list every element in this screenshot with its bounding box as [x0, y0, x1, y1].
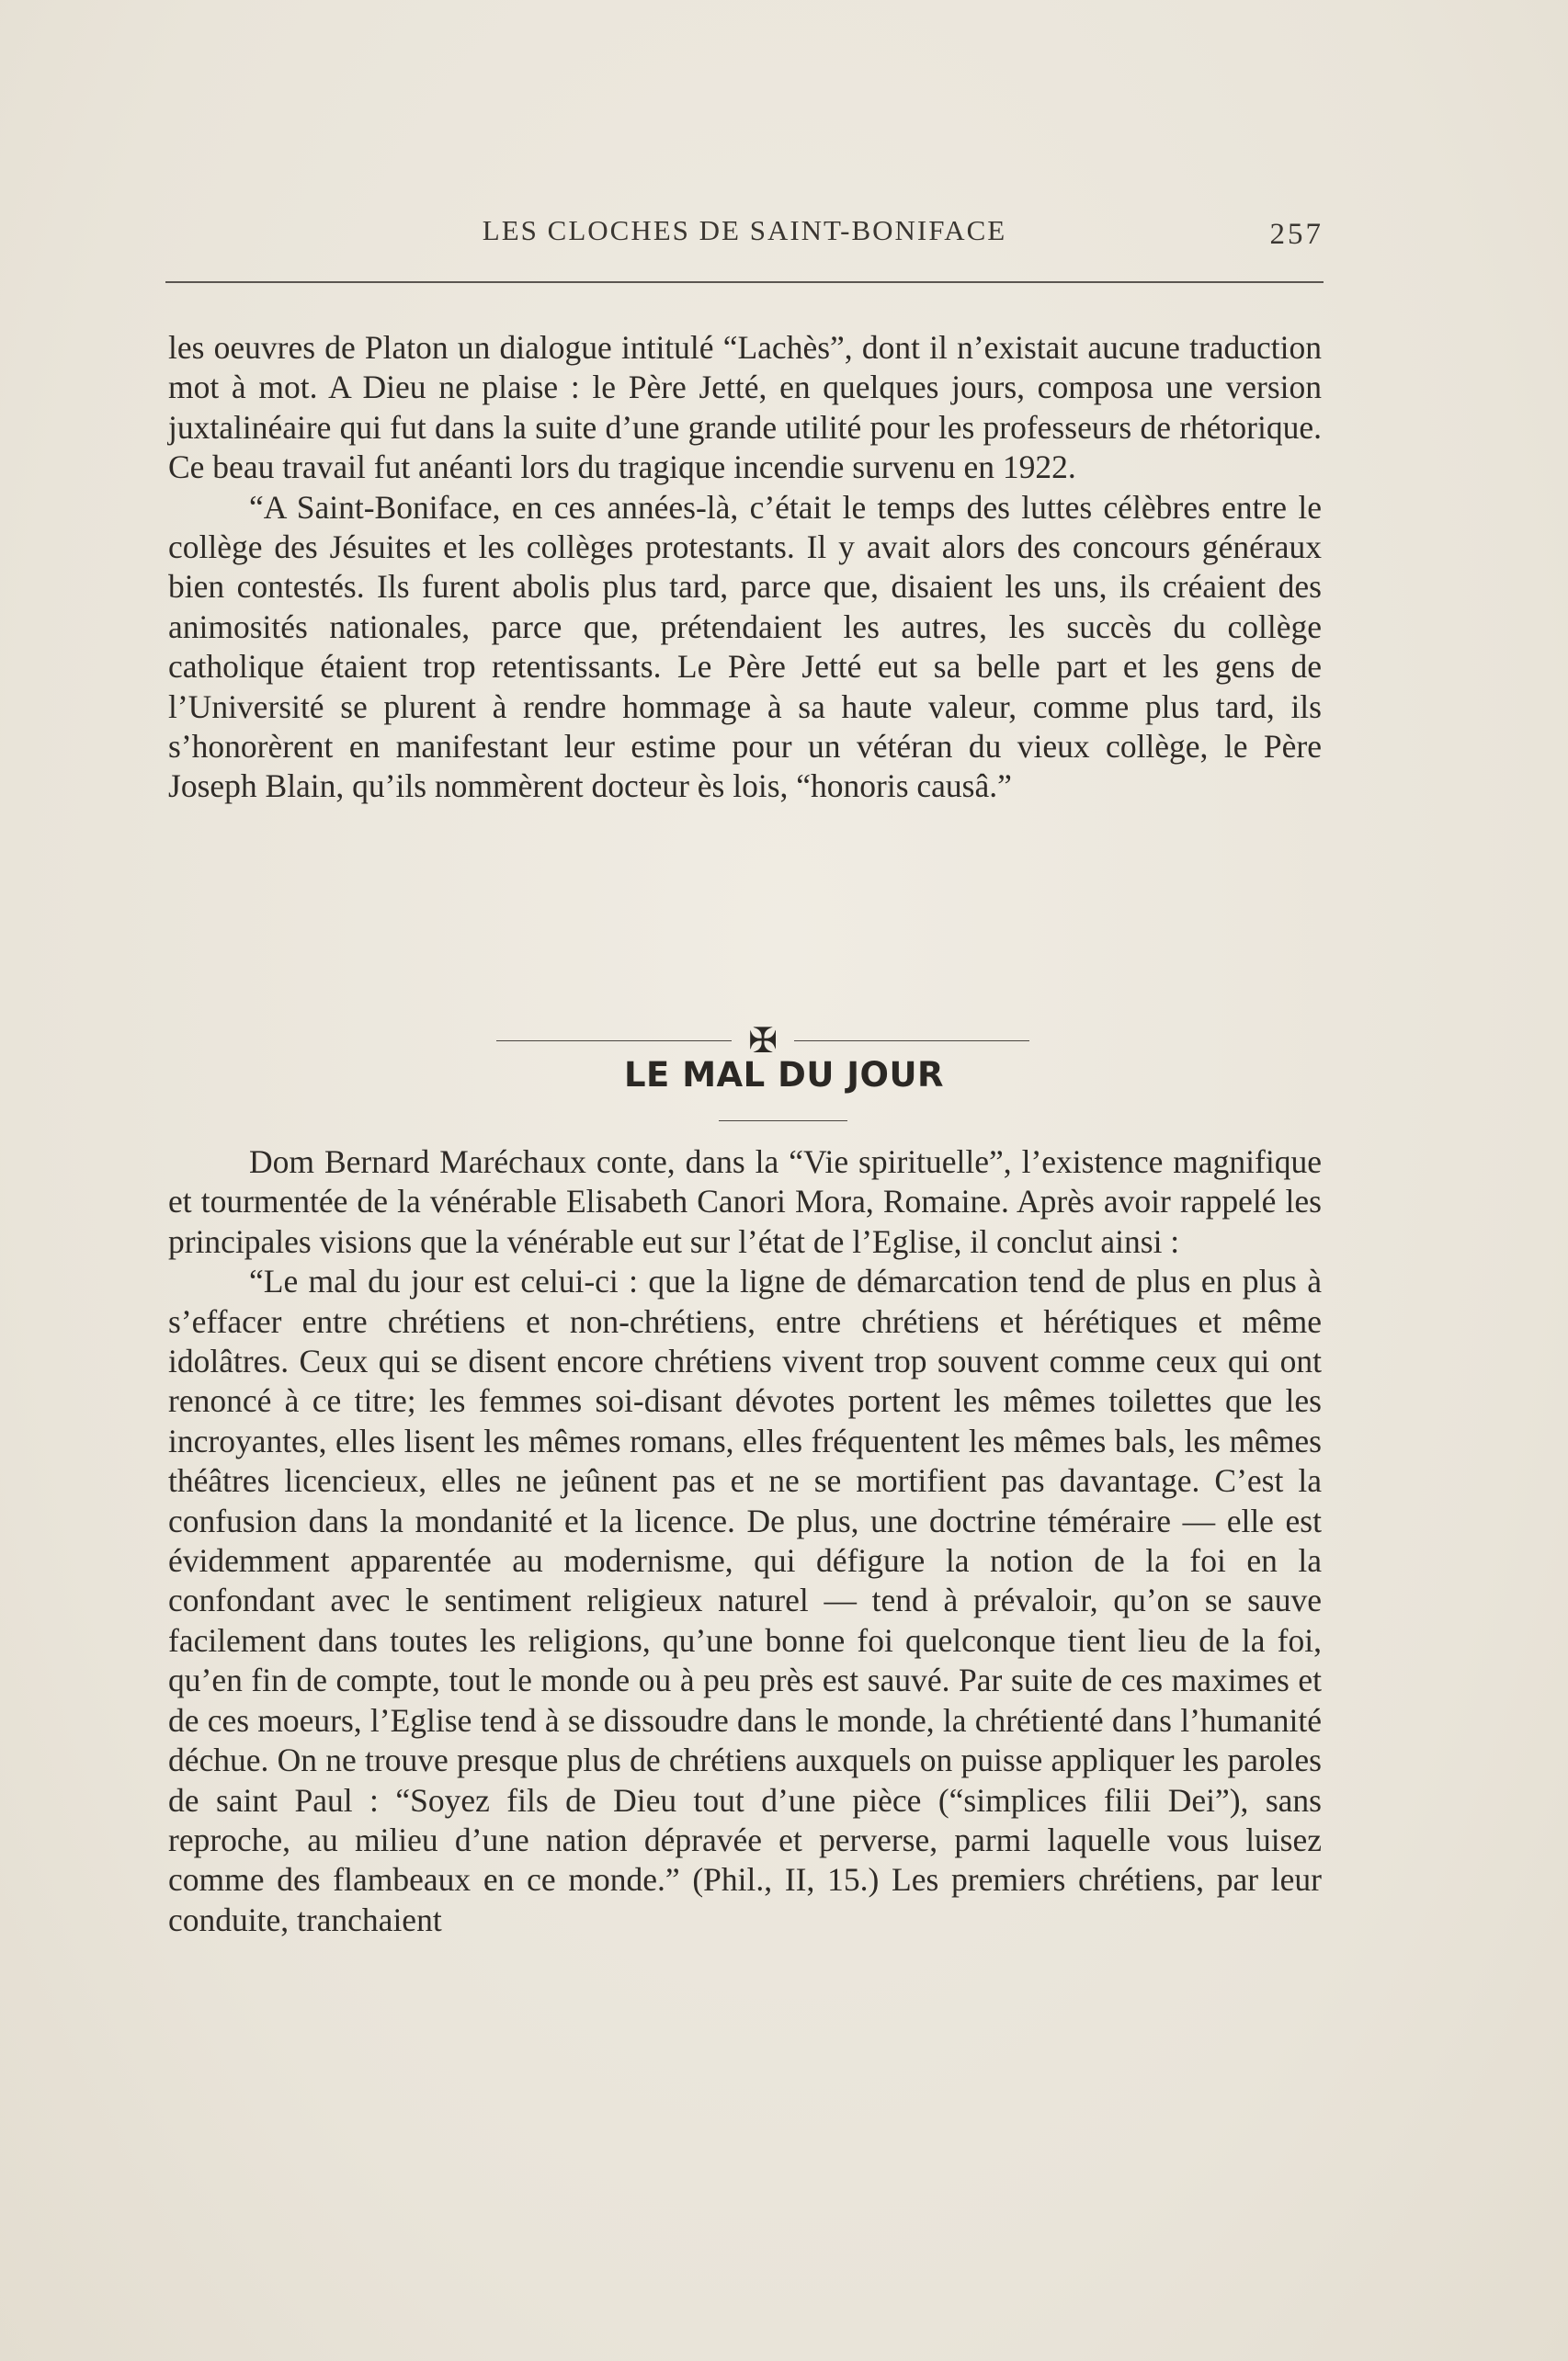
paragraph-intro: Dom Bernard Maréchaux conte, dans la “Vie spirituelle”, l’existence magnifique et tourmentée de la vénérable Elisabeth Canori Mora, Romaine. Après avoir rappelé les principales visions que la vénérable eut sur l’état de l’Eglise, il conclut ainsi :	[168, 1143, 1322, 1260]
title-underline-rule	[719, 1120, 847, 1121]
divider-line-right	[794, 1040, 1029, 1041]
page-number: 257	[1269, 218, 1324, 251]
section-text-block	[168, 1142, 1322, 1940]
paragraph-quote: “Le mal du jour est celui-ci : que la ligne de démarcation tend de plus en plus à s’effacer entre chrétiens et non-chrétiens, entre chrétiens et hérétiques et même idolâtres. Ceux qui se disent encore chrétiens vivent trop souvent comme ceux qui ont renoncé à ce titre; les femmes soi-disant dévotes portent les mêmes toilettes que les incroyantes, elles lisent les mêmes romans, elles fréquentent les mêmes bals, les mêmes théâtres licencieux, elles ne jeûnent pas et ne se mortifient pas davantage. C’est la confusion dans la mondanité et la licence. De plus, une doctrine téméraire — elle est évidemment apparentée au modernisme, qui défigure la notion de la foi en la confondant avec le sentiment religieux naturel — tend à prévaloir, qu’on se sauve facilement dans toutes les religions, qu’une bonne foi quelconque tient lieu de la foi, qu’en fin de compte, tout le monde ou à peu près est sauvé. Par suite de ces maximes et de ces moeurs, l’Eglise tend à se dissoudre dans le monde, la chrétienté dans l’humanité déchue. On ne trouve presque plus de chrétiens auxquels on puisse appliquer les paroles de saint Paul : “Soyez fils de Dieu tout d’une pièce (“simplices filii Dei”), sans reproche, au milieu d’une nation dépravée et perverse, parmi laquelle vous luisez comme des flambeaux en ce monde.” (Phil., II, 15.) Les premiers chrétiens, par leur conduite, tranchaient	[168, 1263, 1322, 1938]
paragraph-saint-boniface: “A Saint-Boniface, en ces années-là, c’était le temps des luttes célèbres entre le collège des Jésuites et les collèges protestants. Il y avait alors des concours généraux bien contestés. Ils furent abolis plus tard, parce que, disaient les uns, ils créaient des animosités nationales, parce que, prétendaient les autres, les succès du collège catholique étaient trop retentissants. Le Père Jetté eut sa belle part et les gens de l’Université se plurent à rendre hommage à sa haute valeur, comme plus tard, ils s’honorèrent en manifestant leur estime pour un vétéran du vieux collège, le Père Joseph Blain, qu’ils nommèrent docteur ès lois, “honoris causâ.”	[168, 488, 1322, 805]
section-divider	[496, 1020, 1029, 1061]
maltese-cross-icon: ✠	[748, 1020, 778, 1061]
running-head	[165, 214, 1324, 251]
running-title: LES CLOCHES DE SAINT-BONIFACE	[482, 214, 1007, 246]
continued-text-block	[168, 328, 1322, 807]
paragraph-continued: les oeuvres de Platon un dialogue intitulé “Lachès”, dont il n’existait aucune traduction mot à mot. A Dieu ne plaise : le Père Jetté, en quelques jours, composa une version juxtalinéaire qui fut dans la suite d’une grande utilité pour les professeurs de rhétorique. Ce beau travail fut anéanti lors du tragique incendie survenu en 1922.	[168, 329, 1322, 486]
divider-line-left	[496, 1040, 732, 1041]
header-rule	[165, 281, 1324, 283]
section-title: LE MAL DU JOUR	[623, 1055, 945, 1095]
